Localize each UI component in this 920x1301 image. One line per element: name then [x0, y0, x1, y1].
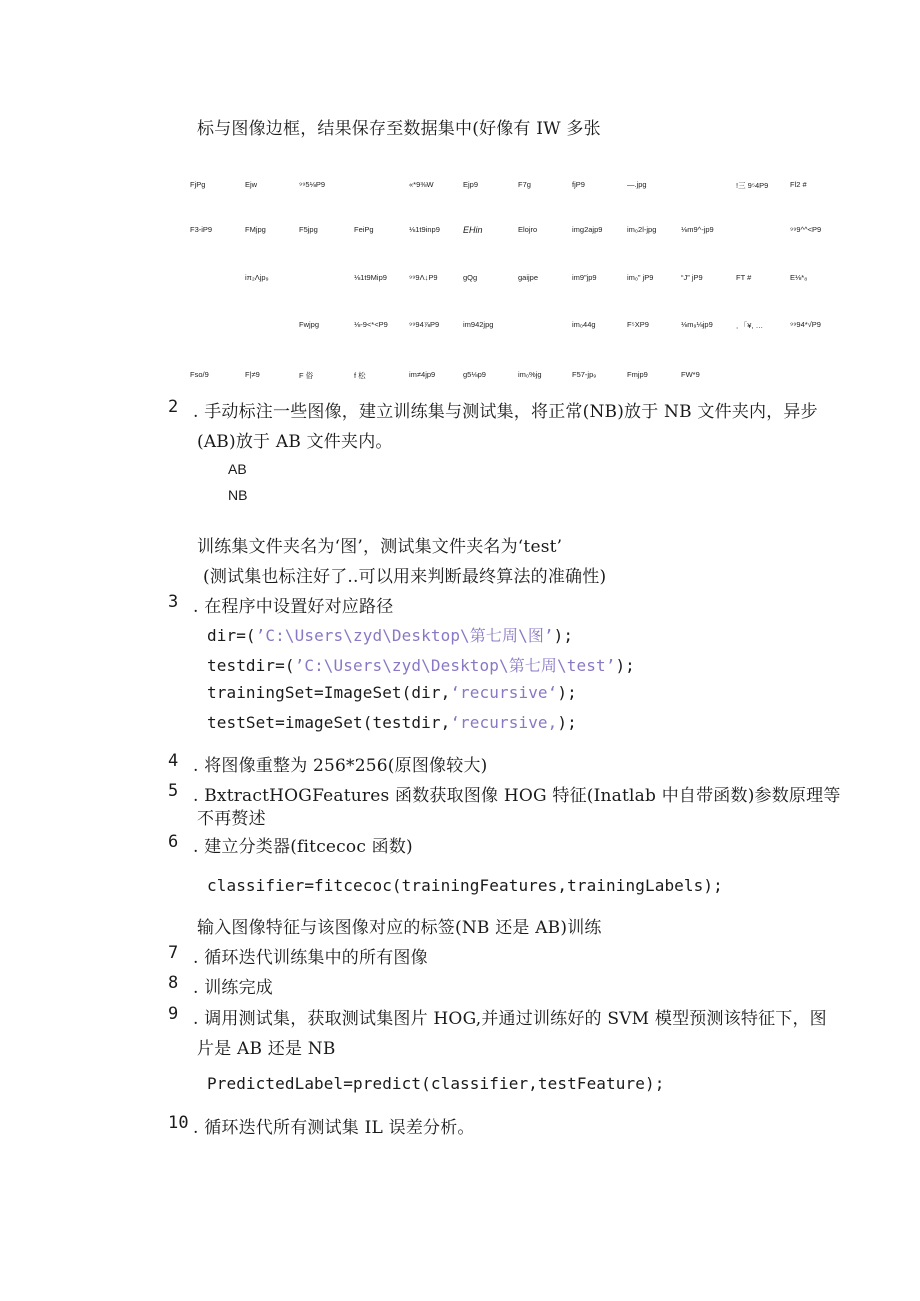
- step-7-number: 7: [168, 943, 179, 963]
- code-testdir-string: ’C:\Users\zyd\Desktop\第七周\test’: [294, 656, 616, 675]
- file-label: img2ajp9: [572, 225, 603, 234]
- file-label: !三 9⁵4P9: [736, 181, 769, 190]
- code-testset-suffix: );: [557, 713, 577, 732]
- folder-note-1: 训练集文件夹名为‘图’，测试集文件夹名为‘test’: [197, 537, 563, 557]
- file-label: Ejw: [245, 180, 258, 189]
- classifier-note: 输入图像特征与该图像对应的标签(NB 还是 AB)训练: [197, 918, 602, 938]
- file-label: Fmjp9: [627, 370, 648, 379]
- file-label: F7g: [518, 180, 531, 189]
- file-label: gQg: [463, 273, 478, 282]
- file-label: im₀44g: [572, 320, 596, 329]
- file-label: —.jpg: [627, 180, 647, 189]
- step-9-line-1: . 调用测试集，获取测试集图片 HOG,并通过训练好的 SVM 模型预测该特征下，图: [193, 1009, 827, 1029]
- code-testdir-prefix: testdir=(: [207, 656, 295, 675]
- file-label: Elojro: [518, 225, 538, 234]
- code-dir-prefix: dir=(: [207, 626, 256, 645]
- file-label: EHin: [463, 225, 483, 235]
- file-label: im≠4jp9: [409, 370, 436, 379]
- code-trainingset-suffix: );: [557, 683, 577, 702]
- file-label: FjPg: [190, 180, 206, 189]
- file-label: Fwjpg: [299, 320, 320, 329]
- file-label: F 俗: [299, 371, 314, 380]
- file-label: F|≠9: [245, 370, 260, 379]
- file-label: ⁹⁹9^^<P9: [790, 225, 822, 234]
- file-label: g5⅛p9: [463, 370, 486, 379]
- step-5-line-2: 不再赘述: [197, 809, 266, 829]
- step-8-text: . 训练完成: [193, 978, 274, 998]
- file-label: f 松: [354, 371, 366, 380]
- step-9-number: 9: [168, 1004, 179, 1024]
- step-6-text: . 建立分类器(fitcecoc 函数): [193, 837, 413, 857]
- file-label: E⅛*₈: [790, 273, 808, 282]
- file-label: F5jpg: [299, 225, 318, 234]
- file-label: Ejp9: [463, 180, 479, 189]
- file-label: im₀” jP9: [627, 273, 654, 282]
- step-3-text: . 在程序中设置好对应路径: [193, 597, 394, 617]
- code-line-testdir: [207, 653, 635, 676]
- file-label: ．「¥, …: [736, 321, 764, 330]
- file-label: FeiPg: [354, 225, 374, 234]
- step-10-text: . 循环迭代所有测试集 IL 误差分析。: [193, 1118, 475, 1138]
- step-2-line-1: . 手动标注一些图像，建立训练集与测试集，将正常(NB)放于 NB 文件夹内，异步: [193, 402, 818, 422]
- file-label: im₀%jg: [518, 370, 542, 379]
- file-label: FT #: [736, 273, 752, 282]
- file-label: “J” jP9: [681, 273, 703, 282]
- file-label: im9”jp9: [572, 273, 597, 282]
- code-line-testset: [207, 713, 577, 732]
- file-label: ⁹⁹9Λ↓P9: [409, 273, 438, 282]
- folder-note-2: (测试集也标注好了..可以用来判断最终算法的准确性): [203, 567, 607, 587]
- file-label: iπ₂Λjp₉: [245, 273, 269, 282]
- file-label: ⅛-9<*<P9: [354, 320, 388, 329]
- file-label: F3-iP9: [190, 225, 213, 234]
- file-label: ⅛1t9inp9: [409, 225, 440, 234]
- file-label: Fl2 #: [790, 180, 807, 189]
- step-4-number: 4: [168, 751, 179, 771]
- step-3-number: 3: [168, 592, 179, 612]
- step-8-number: 8: [168, 973, 179, 993]
- step-10-number: 10: [168, 1113, 189, 1133]
- step-5-line-1: . BxtractHOGFeatures 函数获取图像 HOG 特征(Inatlab 中自带函数)参数原理等: [193, 786, 841, 806]
- file-label: ⅛m9^-jp9: [681, 225, 714, 234]
- file-label: Fso/9: [190, 370, 209, 379]
- code-trainingset-prefix: trainingSet=ImageSet(dir,: [207, 683, 451, 702]
- file-label: FW*9: [681, 370, 700, 379]
- step-7-text: . 循环迭代训练集中的所有图像: [193, 948, 428, 968]
- folder-nb: NB: [228, 487, 248, 503]
- folder-ab: AB: [228, 461, 247, 477]
- file-label: FMjpg: [245, 225, 266, 234]
- step-6-number: 6: [168, 832, 179, 852]
- file-label: ⁹⁹94*√P9: [790, 320, 821, 329]
- code-line-classifier: classifier=fitcecoc(trainingFeatures,trainingLabels);: [207, 876, 723, 895]
- file-label: fjP9: [572, 180, 585, 189]
- file-label: ⁹⁹94⅞P9: [409, 320, 440, 329]
- step-2-number: 2: [168, 397, 179, 417]
- file-label: ⅛1t9Mip9: [354, 273, 387, 282]
- file-label: gaijpe: [518, 273, 539, 282]
- code-testset-string: ‘recursive,: [450, 713, 558, 732]
- intro-line: 标与图像边框，结果保存至数据集中(好像有 IW 多张: [197, 119, 601, 139]
- step-5-number: 5: [168, 781, 179, 801]
- step-4-text: . 将图像重整为 256*256(原图像较大): [193, 756, 488, 776]
- code-dir-string: ’C:\Users\zyd\Desktop\第七周\图’: [255, 626, 554, 645]
- file-label: im₀2l-jpg: [627, 225, 657, 234]
- code-dir-suffix: );: [553, 626, 574, 645]
- code-line-predict: PredictedLabel=predict(classifier,testFeature);: [207, 1074, 665, 1093]
- code-testset-prefix: testSet=imageSet(testdir,: [207, 713, 451, 732]
- code-testdir-suffix: );: [615, 656, 635, 675]
- code-line-dir: [207, 623, 573, 646]
- code-line-trainingset: [207, 683, 577, 702]
- file-label: ⅛m₉⅛jp9: [681, 320, 713, 329]
- file-label: im942jpg: [463, 320, 494, 329]
- file-label: F57-jp₉: [572, 370, 597, 379]
- step-2-line-2: (AB)放于 AB 文件夹内。: [197, 432, 393, 452]
- file-label: ⁹⁹5⅛P9: [299, 180, 326, 189]
- file-label: «*9⅜W: [409, 180, 434, 189]
- code-trainingset-string: ‘recursive‘: [450, 683, 558, 702]
- step-9-line-2: 片是 AB 还是 NB: [197, 1039, 336, 1059]
- file-label: F⁵XP9: [627, 320, 649, 329]
